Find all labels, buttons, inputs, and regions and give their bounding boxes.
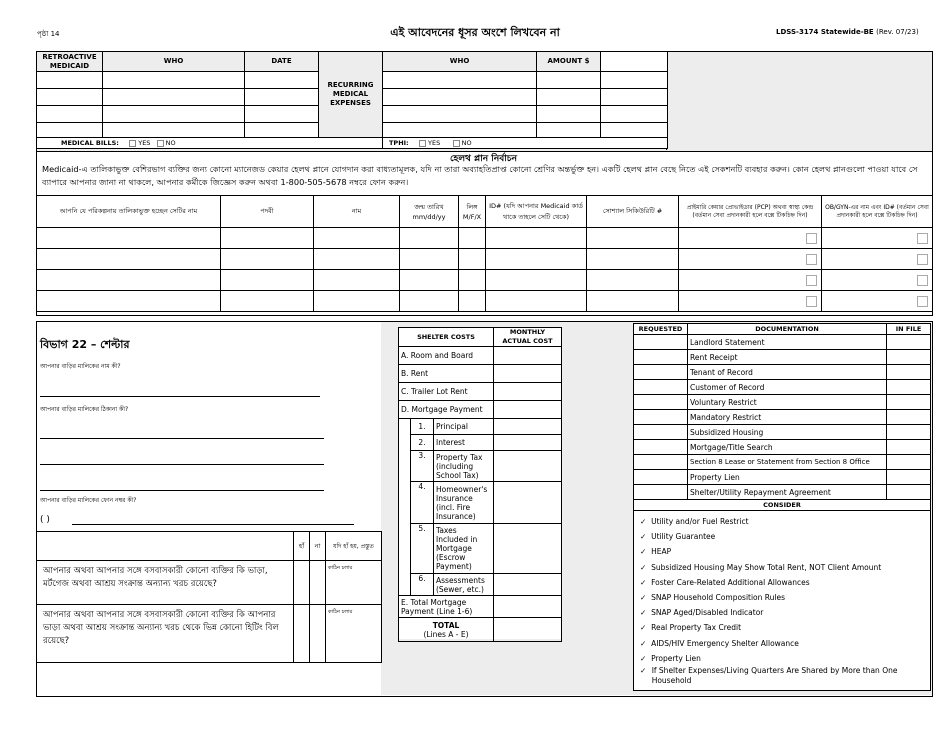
- consider-list: [634, 511, 931, 691]
- consider-item: [640, 560, 924, 575]
- pcp-current-checkbox[interactable]: [806, 254, 817, 265]
- in-file-cell[interactable]: [887, 470, 931, 485]
- in-file-cell[interactable]: [887, 410, 931, 425]
- in-file-cell[interactable]: [887, 380, 931, 395]
- table-row: [37, 291, 933, 312]
- sub-num: 6.: [411, 574, 434, 596]
- cell[interactable]: [245, 89, 319, 106]
- indent: [399, 574, 411, 596]
- cost-value[interactable]: [494, 451, 562, 482]
- doc-item: Mandatory Restrict: [688, 410, 887, 425]
- doc-item: Customer of Record: [688, 380, 887, 395]
- cell[interactable]: [314, 270, 400, 291]
- cell[interactable]: [679, 249, 822, 270]
- check-icon: ✓: [640, 623, 647, 633]
- consider-text: SNAP Household Composition Rules: [651, 593, 786, 603]
- cell[interactable]: [314, 228, 400, 249]
- cell[interactable]: [459, 270, 486, 291]
- landlord-address-line-3[interactable]: [40, 490, 324, 491]
- cell[interactable]: [459, 291, 486, 312]
- cell[interactable]: [37, 291, 221, 312]
- cost-total-mortgage: E. Total Mortgage Payment (Line 1-6): [399, 596, 494, 618]
- cell[interactable]: [37, 89, 103, 106]
- check-icon: ✓: [640, 562, 647, 572]
- doc-item: Rent Receipt: [688, 350, 887, 365]
- tphi-no-checkbox[interactable]: [453, 140, 460, 147]
- pcp-current-checkbox[interactable]: [806, 275, 817, 286]
- cell[interactable]: [400, 291, 459, 312]
- cell[interactable]: [601, 106, 668, 123]
- cell[interactable]: [314, 291, 400, 312]
- cell[interactable]: [37, 72, 103, 89]
- col-dob: জন্ম তারিখ mm/dd/yy: [400, 196, 459, 228]
- medical-bills-no-checkbox[interactable]: [157, 140, 164, 147]
- cell[interactable]: [221, 249, 314, 270]
- table-row: [37, 228, 933, 249]
- doc-item: Mortgage/Title Search: [688, 440, 887, 455]
- cell[interactable]: [587, 228, 679, 249]
- office-use-blank: [666, 51, 933, 150]
- blank-cell: [601, 52, 668, 72]
- date-header: DATE: [245, 52, 319, 72]
- indent: [399, 524, 411, 574]
- in-file-cell[interactable]: [887, 365, 931, 380]
- requested-cell[interactable]: [634, 335, 688, 350]
- table-row: [37, 249, 933, 270]
- cell[interactable]: [37, 106, 103, 123]
- cell[interactable]: [587, 270, 679, 291]
- check-icon: ✓: [640, 577, 647, 587]
- obgyn-current-checkbox[interactable]: [917, 254, 928, 265]
- cost-sub-interest: Interest: [434, 435, 494, 451]
- consider-text: Utility Guarantee: [651, 532, 716, 542]
- consider-text: If Shelter Expenses/Living Quarters Are Shared by More than One Household: [651, 666, 898, 686]
- tphi-label: TPHI:: [389, 139, 409, 147]
- cell[interactable]: [37, 228, 221, 249]
- consider-item: [640, 514, 924, 529]
- cost-value[interactable]: [494, 401, 562, 419]
- in-file-cell[interactable]: [887, 395, 931, 410]
- shelter-costs-header: SHELTER COSTS: [399, 328, 494, 347]
- cell[interactable]: [679, 291, 822, 312]
- requested-cell[interactable]: [634, 395, 688, 410]
- question-heating-bill: আপনার অথবা আপনার সঙ্গে বসবাসকারী কোনো ব্যক্তির কি আপনার ভাড়া অথবা আশ্রয় সংক্রান্ত অন্যান্য খরচ থেকে ভিন্ন কোনো হিটিং বিল রয়েছে?: [37, 605, 294, 663]
- shelter-questions-table: [36, 531, 382, 663]
- cell[interactable]: [37, 123, 103, 138]
- cell[interactable]: [486, 228, 587, 249]
- cost-value[interactable]: [494, 435, 562, 451]
- doc-item: Property Lien: [688, 470, 887, 485]
- cell[interactable]: [37, 249, 221, 270]
- consider-item: [640, 651, 924, 666]
- consider-item: [640, 666, 924, 686]
- table-row: [37, 270, 933, 291]
- cell[interactable]: [537, 72, 601, 89]
- cost-row-mortgage: D. Mortgage Payment: [399, 401, 494, 419]
- phone-area-code: ( ): [40, 515, 50, 525]
- yes-label: YES: [138, 139, 151, 147]
- cell[interactable]: [601, 72, 668, 89]
- landlord-address-question: আপনার বাড়ির মালিকের ঠিকানা কী?: [40, 406, 129, 413]
- requested-cell[interactable]: [634, 455, 688, 470]
- requested-cell[interactable]: [634, 485, 688, 500]
- who2-header: WHO: [383, 52, 537, 72]
- no-label: NO: [461, 139, 472, 147]
- col-name: নাম: [314, 196, 400, 228]
- col-plan-name: আপনি যে পরিকল্পনায় তালিকাভুক্ত হচ্ছেন সেটির নাম: [37, 196, 221, 228]
- consider-header: CONSIDER: [634, 500, 931, 511]
- question1-no[interactable]: [310, 561, 326, 605]
- cost-row-trailer: C. Trailer Lot Rent: [399, 383, 494, 401]
- check-icon: ✓: [640, 653, 647, 663]
- sub-num: 1.: [411, 419, 434, 435]
- doc-item: Tenant of Record: [688, 365, 887, 380]
- cell[interactable]: [822, 249, 933, 270]
- cell[interactable]: [679, 270, 822, 291]
- tphi-yes-checkbox[interactable]: [419, 140, 426, 147]
- cell[interactable]: [400, 270, 459, 291]
- doc-item: Landlord Statement: [688, 335, 887, 350]
- retroactive-medicaid-header: RETROACTIVE MEDICAID: [37, 52, 103, 72]
- cell[interactable]: [103, 123, 245, 138]
- cell[interactable]: [245, 72, 319, 89]
- medical-expenses-table: [36, 51, 668, 149]
- consider-text: Utility and/or Fuel Restrict: [651, 517, 749, 526]
- consider-text: Real Property Tax Credit: [651, 623, 742, 633]
- check-icon: ✓: [640, 547, 647, 557]
- cell[interactable]: [383, 89, 537, 106]
- cost-sub-insurance: Homeowner's Insurance (incl. Fire Insurance): [434, 482, 494, 524]
- landlord-address-line-1[interactable]: [40, 438, 324, 439]
- question2-yes[interactable]: [294, 605, 310, 663]
- cell[interactable]: [383, 106, 537, 123]
- medical-bills-yes-checkbox[interactable]: [129, 140, 136, 147]
- cell[interactable]: [601, 89, 668, 106]
- requested-cell[interactable]: [634, 380, 688, 395]
- cell[interactable]: [587, 249, 679, 270]
- cost-sub-principal: Principal: [434, 419, 494, 435]
- recurring-medical-expenses-header: RECURRING MEDICAL EXPENSES: [319, 52, 383, 138]
- consider-item: [640, 636, 924, 651]
- requested-cell[interactable]: [634, 365, 688, 380]
- medical-bills-label: MEDICAL BILLS:: [61, 139, 119, 147]
- obgyn-current-checkbox[interactable]: [917, 233, 928, 244]
- consider-item: [640, 605, 924, 620]
- cell[interactable]: [537, 123, 601, 138]
- sub-num: 3.: [411, 451, 434, 482]
- col-title: পদবী: [221, 196, 314, 228]
- cell[interactable]: [459, 249, 486, 270]
- col-sex: লিঙ্গ M/F/X: [459, 196, 486, 228]
- blank-cell: [37, 532, 294, 561]
- indent: [399, 435, 411, 451]
- cost-sub-property-tax: Property Tax (including School Tax): [434, 451, 494, 482]
- cell[interactable]: [679, 228, 822, 249]
- doc-item: Section 8 Lease or Statement from Section 8 Office: [688, 455, 887, 470]
- obgyn-current-checkbox[interactable]: [917, 275, 928, 286]
- cell[interactable]: [822, 270, 933, 291]
- cell[interactable]: [486, 291, 587, 312]
- check-icon: ✓: [640, 666, 647, 676]
- sub-num: 2.: [411, 435, 434, 451]
- form-id: [776, 28, 919, 36]
- in-file-header: IN FILE: [887, 324, 931, 335]
- consider-text: Subsidized Housing May Show Total Rent, NOT Client Amount: [651, 562, 882, 572]
- documentation-table: [633, 323, 931, 691]
- in-file-cell[interactable]: [887, 425, 931, 440]
- indent: [399, 482, 411, 524]
- form-number: LDSS-3174 Statewide-BE: [776, 28, 874, 36]
- cell[interactable]: [383, 72, 537, 89]
- cost-value[interactable]: [494, 618, 562, 642]
- health-plan-table: [36, 195, 933, 312]
- doc-item: Voluntary Restrict: [688, 395, 887, 410]
- consider-item: [640, 620, 924, 635]
- requested-header: REQUESTED: [634, 324, 688, 335]
- obgyn-current-checkbox[interactable]: [917, 296, 928, 307]
- col-ssn: সোশ্যাল সিকিউরিটি #: [587, 196, 679, 228]
- cell[interactable]: [245, 123, 319, 138]
- cell[interactable]: [314, 249, 400, 270]
- landlord-phone-question: আপনার বাড়ির মালিকের ফোন নম্বর কী?: [40, 497, 137, 504]
- cost-value[interactable]: [494, 596, 562, 618]
- cell[interactable]: [400, 249, 459, 270]
- question1-prep: কাঠিন চলার: [326, 561, 382, 605]
- check-icon: ✓: [640, 608, 647, 618]
- cell[interactable]: [103, 72, 245, 89]
- check-icon: ✓: [640, 638, 647, 648]
- total-sub-label: (Lines A - E): [423, 629, 469, 639]
- cost-value[interactable]: [494, 524, 562, 574]
- in-file-cell[interactable]: [887, 350, 931, 365]
- requested-cell[interactable]: [634, 425, 688, 440]
- sub-num: 4.: [411, 482, 434, 524]
- cell[interactable]: [37, 270, 221, 291]
- cell[interactable]: [601, 123, 668, 138]
- question-rent-mortgage: আপনার অথবা আপনার সঙ্গে বসবাসকারী কোনো ব্যক্তির কি ভাড়া, মর্টগেজ অথবা আশ্রয় সংক্রান্ত অন্যান্য খরচ রয়েছে?: [37, 561, 294, 605]
- cost-sub-assessments: Assessments (Sewer, etc.): [434, 574, 494, 596]
- medical-bills-row: [37, 138, 383, 149]
- shelter-title: বিভাগ 22 – শেল্টার: [40, 338, 130, 351]
- consider-text: AIDS/HIV Emergency Shelter Allowance: [651, 638, 799, 648]
- shelter-costs-table: [398, 327, 562, 642]
- total-label: TOTAL: [432, 620, 460, 630]
- cost-value[interactable]: [494, 574, 562, 596]
- consider-text: HEAP: [651, 547, 672, 557]
- health-plan-title: হেলথ প্লান নির্বাচন: [449, 154, 518, 164]
- in-file-cell[interactable]: [887, 440, 931, 455]
- consider-text: Foster Care-Related Additional Allowances: [651, 577, 810, 587]
- landlord-name-field[interactable]: [40, 396, 320, 397]
- question2-no[interactable]: [310, 605, 326, 663]
- question1-yes[interactable]: [294, 561, 310, 605]
- in-file-cell[interactable]: [887, 455, 931, 470]
- no-col-header: না: [310, 532, 326, 561]
- cell[interactable]: [245, 106, 319, 123]
- cell[interactable]: [486, 249, 587, 270]
- pcp-current-checkbox[interactable]: [806, 233, 817, 244]
- cell[interactable]: [383, 123, 537, 138]
- in-file-cell[interactable]: [887, 485, 931, 500]
- if-yes-col-header: যদি হাঁ হয়, প্রস্তুত: [326, 532, 382, 561]
- consider-item: [640, 544, 924, 559]
- consider-text: Property Lien: [651, 653, 701, 663]
- sub-num: 5.: [411, 524, 434, 574]
- cost-value[interactable]: [494, 482, 562, 524]
- requested-cell[interactable]: [634, 350, 688, 365]
- cell[interactable]: [537, 89, 601, 106]
- check-icon: ✓: [640, 532, 647, 542]
- cell[interactable]: [400, 228, 459, 249]
- page-title: এই আবেদনের ধূসর অংশে লিখবেন না: [390, 26, 560, 39]
- yes-col-header: হাঁ: [294, 532, 310, 561]
- cost-value[interactable]: [494, 347, 562, 365]
- consider-item: [640, 529, 924, 544]
- requested-cell[interactable]: [634, 440, 688, 455]
- cell[interactable]: [103, 106, 245, 123]
- cell[interactable]: [486, 270, 587, 291]
- col-obgyn: OB/GYN-এর নাম এবং ID# (বর্তমান সেবা প্রদানকারী হলে বক্সে টিকচিহ্ন দিন): [822, 196, 933, 228]
- consider-item: [640, 590, 924, 605]
- no-label: NO: [165, 139, 176, 147]
- tphi-row: [383, 138, 668, 149]
- check-icon: ✓: [640, 593, 647, 603]
- cost-row-rent: B. Rent: [399, 365, 494, 383]
- indent: [399, 419, 411, 435]
- cost-value[interactable]: [494, 419, 562, 435]
- cell[interactable]: [537, 106, 601, 123]
- in-file-cell[interactable]: [887, 335, 931, 350]
- question2-prep: কাঠিন চলার: [326, 605, 382, 663]
- who-header: WHO: [103, 52, 245, 72]
- cost-total: [399, 618, 494, 642]
- cost-sub-escrow: Taxes Included in Mortgage (Escrow Payment): [434, 524, 494, 574]
- health-plan-description: Medicaid-এ তালিকাভুক্ত বেশিরভাগ ব্যক্তির জন্য কোনো ম্যানেজড কেয়ার হেলথ প্লানে যোগদান করা বাধ্যতামূলক, যদি না তারা অব্যাহতিপ্রাপ্ত কোনো শ্রেণির অন্তর্ভুক্ত হন। একটি হেলথ প্লান বেছে নিতে এই সেকশনটি ব্যবহার করুন। কোন হেলথ প্লানগুলো পাওয়া যাবে সে ব্যাপারে আপনার জানা না থাকলে, আপনার কর্মীকে জিজ্ঞেস করুন অথবা 1-800-505-5678 নম্বরে ফোন করুন।: [42, 164, 918, 187]
- cost-value[interactable]: [494, 383, 562, 401]
- cell[interactable]: [459, 228, 486, 249]
- cell[interactable]: [221, 270, 314, 291]
- cell[interactable]: [587, 291, 679, 312]
- cell[interactable]: [822, 228, 933, 249]
- cost-value[interactable]: [494, 365, 562, 383]
- cell[interactable]: [103, 89, 245, 106]
- landlord-name-question: আপনার বাড়ির মালিকের নাম কী?: [40, 363, 121, 370]
- landlord-address-line-2[interactable]: [40, 464, 324, 465]
- doc-item: Shelter/Utility Repayment Agreement: [688, 485, 887, 500]
- documentation-header: DOCUMENTATION: [688, 324, 887, 335]
- landlord-phone-field[interactable]: [72, 524, 354, 525]
- page-number: পৃষ্ঠা 14: [37, 30, 60, 38]
- col-id: ID# (যদি আপনার Medicaid কার্ড থাকে তাহলে সেটি থেকে): [486, 196, 587, 228]
- consider-text: SNAP Aged/Disabled Indicator: [651, 608, 764, 618]
- requested-cell[interactable]: [634, 470, 688, 485]
- cell[interactable]: [221, 291, 314, 312]
- amount-header: AMOUNT $: [537, 52, 601, 72]
- doc-item: Subsidized Housing: [688, 425, 887, 440]
- cell[interactable]: [822, 291, 933, 312]
- consider-item: [640, 575, 924, 590]
- cost-row-room-board: A. Room and Board: [399, 347, 494, 365]
- cell[interactable]: [221, 228, 314, 249]
- col-pcp: প্রাইমারি কেয়ার প্রোভাইডার (PCP) অথবা স্বাস্থ্য কেন্দ্র (বর্তমান সেবা প্রদানকারী হলে বক্সে টিকচিহ্ন দিন): [679, 196, 822, 228]
- requested-cell[interactable]: [634, 410, 688, 425]
- indent: [399, 451, 411, 482]
- form-revision: (Rev. 07/23): [876, 28, 919, 36]
- yes-label: YES: [428, 139, 441, 147]
- pcp-current-checkbox[interactable]: [806, 296, 817, 307]
- check-icon: ✓: [640, 517, 647, 526]
- monthly-cost-header: MONTHLY ACTUAL COST: [494, 328, 562, 347]
